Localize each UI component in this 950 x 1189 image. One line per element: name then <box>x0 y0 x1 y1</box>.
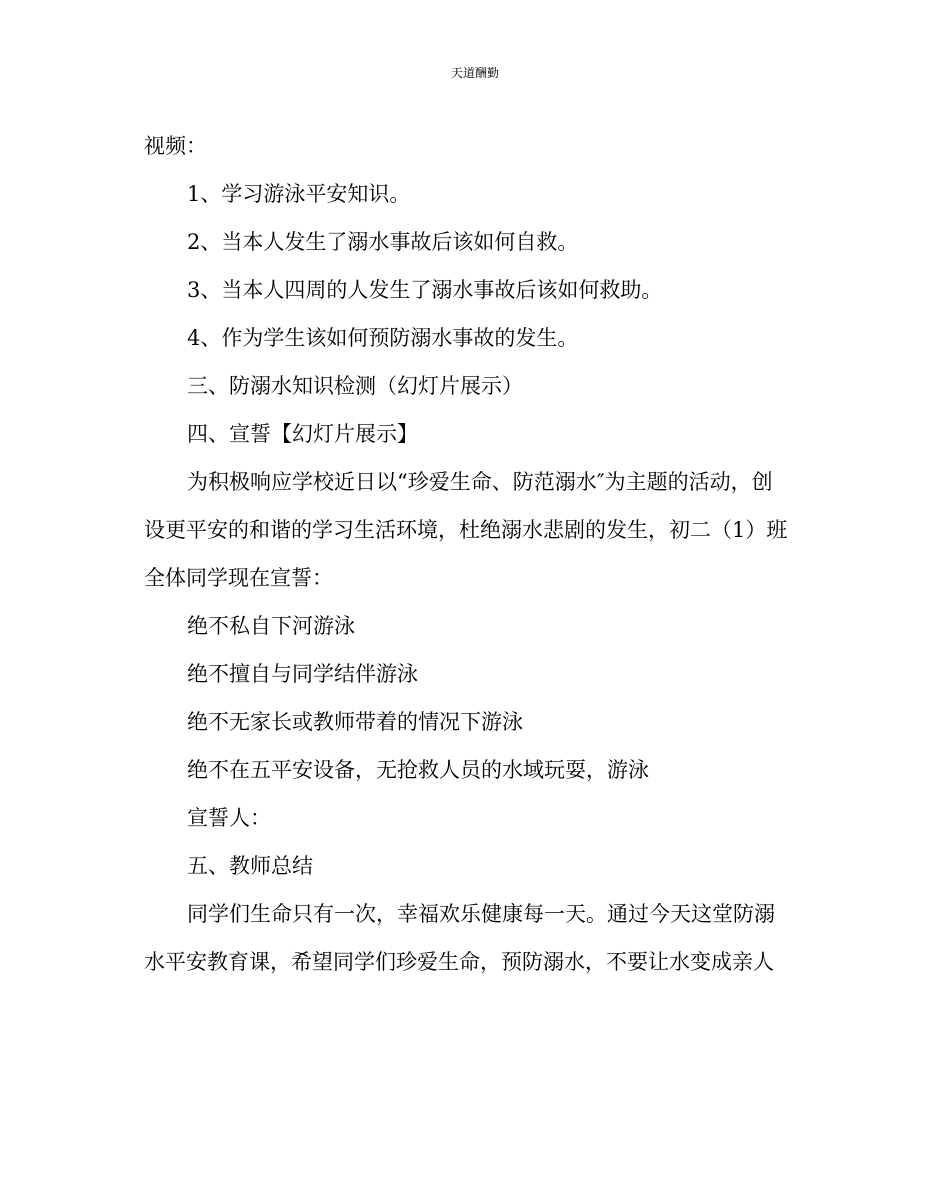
section-heading: 五、教师总结 <box>187 854 313 878</box>
text-line: 视频： <box>144 134 207 158</box>
pledge-line: 绝不在五平安设备，无抢救人员的水域玩耍，游泳 <box>187 758 649 782</box>
list-item: 3、当本人四周的人发生了溺水事故后该如何救助。 <box>187 278 663 302</box>
list-item: 4、作为学生该如何预防溺水事故的发生。 <box>187 326 579 350</box>
list-item: 1、学习游泳平安知识。 <box>187 182 411 206</box>
pledge-line: 绝不无家长或教师带着的情况下游泳 <box>187 710 523 734</box>
paragraph-line: 同学们生命只有一次，幸福欢乐健康每一天。通过今天这堂防溺 <box>187 902 775 926</box>
section-heading: 三、防溺水知识检测（幻灯片展示） <box>187 374 523 398</box>
pledge-line: 绝不私自下河游泳 <box>187 614 355 638</box>
pledge-line: 绝不擅自与同学结伴游泳 <box>187 662 418 686</box>
list-item: 2、当本人发生了溺水事故后该如何自救。 <box>187 230 579 254</box>
paragraph-line: 为积极响应学校近日以“珍爱生命、防范溺水″为主题的活动，创 <box>187 470 773 494</box>
paragraph-line: 全体同学现在宣誓： <box>144 566 333 590</box>
document-body <box>144 130 808 994</box>
paragraph-line: 设更平安的和谐的学习生活环境，杜绝溺水悲剧的发生，初二（1）班 <box>144 518 788 542</box>
page-header: 天道酬勤 <box>450 66 499 80</box>
section-heading: 四、宣誓【幻灯片展示】 <box>187 422 418 446</box>
pledge-signature: 宣誓人： <box>187 806 271 830</box>
paragraph-line: 水平安教育课，希望同学们珍爱生命，预防溺水，不要让水变成亲人 <box>144 950 774 974</box>
